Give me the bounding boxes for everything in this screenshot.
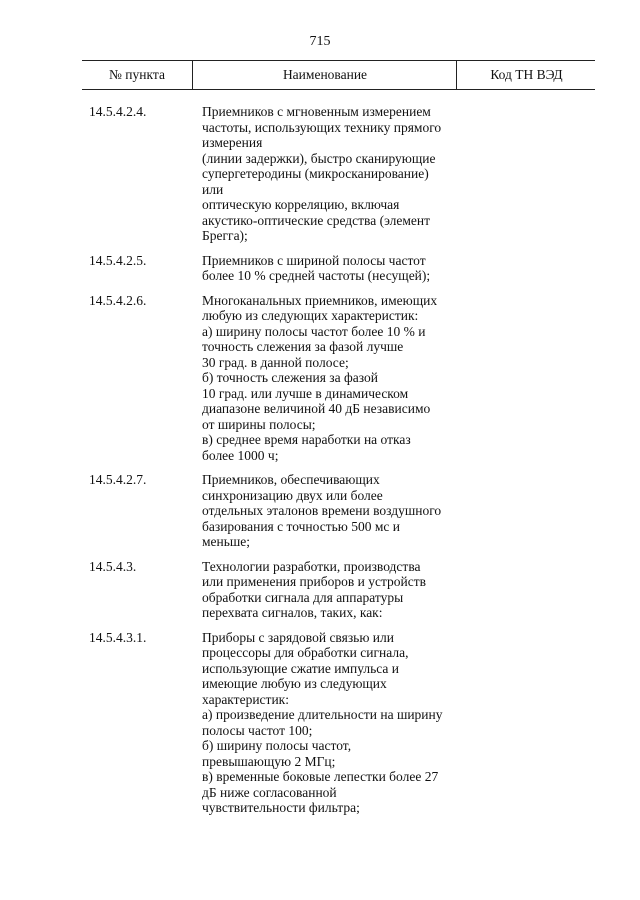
item-number: 14.5.4.3. xyxy=(89,558,137,574)
description-line: перехвата сигналов, таких, как: xyxy=(202,605,383,620)
description-line: (линии задержки), быстро сканирующие xyxy=(202,150,436,166)
description-line: точность слежения за фазой лучше xyxy=(202,339,404,354)
header-item-code: Код ТН ВЭД xyxy=(456,61,596,89)
description-line: дБ ниже согласованной xyxy=(202,784,337,800)
item-description xyxy=(202,559,472,621)
description-line: акустико-оптические средства (элемент xyxy=(202,212,431,228)
description-line: обработки сигнала для аппаратуры xyxy=(202,589,404,605)
description-line: 30 град. в данной полосе; xyxy=(202,354,349,370)
header-item-name: Наименование xyxy=(192,61,457,89)
item-description xyxy=(202,104,472,244)
table-body xyxy=(0,104,640,825)
description-line: Приемников с мгновенным измерением xyxy=(202,104,431,119)
description-line: более 1000 ч; xyxy=(202,447,279,463)
description-line: использующие сжатие импульса и xyxy=(202,660,400,676)
description-line: от ширины полосы; xyxy=(202,416,316,432)
description-line: отдельных эталонов времени воздушного xyxy=(202,503,442,518)
table-row xyxy=(0,104,640,244)
table-row xyxy=(0,630,640,816)
description-line: полосы частот 100; xyxy=(202,722,313,738)
description-line: диапазоне величиной 40 дБ независимо xyxy=(202,401,431,416)
item-number: 14.5.4.2.6. xyxy=(89,292,147,308)
description-line: чувствительности фильтра; xyxy=(202,800,360,815)
description-line: процессоры для обработки сигнала, xyxy=(202,645,409,660)
description-line: измерения xyxy=(202,135,263,150)
description-line: или применения приборов и устройств xyxy=(202,574,427,589)
description-line: или xyxy=(202,181,224,197)
description-line: любую из следующих характеристик: xyxy=(202,308,419,323)
description-line: более 10 % средней частоты (несущей); xyxy=(202,268,431,283)
item-number: 14.5.4.2.5. xyxy=(89,252,147,268)
description-line: в) временные боковые лепестки более 27 xyxy=(202,769,439,784)
item-number: 14.5.4.2.4. xyxy=(89,104,147,119)
description-line: превышающую 2 МГц; xyxy=(202,753,336,769)
table-row xyxy=(0,293,640,464)
description-line: Многоканальных приемников, имеющих xyxy=(202,292,438,308)
description-line: Брегга); xyxy=(202,228,248,243)
description-line: в) среднее время наработки на отказ xyxy=(202,432,411,447)
description-line: синхронизацию двух или более xyxy=(202,487,383,503)
description-line: Технологии разработки, производства xyxy=(202,558,421,574)
description-line: а) ширину полосы частот более 10 % и xyxy=(202,323,426,339)
item-number: 14.5.4.3.1. xyxy=(89,629,147,645)
item-description xyxy=(202,630,472,816)
item-description xyxy=(202,253,472,284)
description-line: характеристик: xyxy=(202,691,289,707)
table-row xyxy=(0,559,640,621)
description-line: базирования с точностью 500 мс и xyxy=(202,518,400,534)
table-row xyxy=(0,253,640,284)
item-number: 14.5.4.2.7. xyxy=(89,472,147,487)
description-line: Приборы с зарядовой связью или xyxy=(202,629,394,645)
description-line: а) произведение длительности на ширину xyxy=(202,707,443,722)
description-line: б) точность слежения за фазой xyxy=(202,370,378,385)
description-line: супергетеродины (микросканирование) xyxy=(202,166,429,181)
item-description xyxy=(202,472,472,550)
item-description xyxy=(202,293,472,464)
description-line: 10 град. или лучше в динамическом xyxy=(202,385,409,401)
table-row xyxy=(0,472,640,550)
table-header xyxy=(82,60,595,90)
description-line: частоты, использующих технику прямого xyxy=(202,119,442,135)
description-line: оптическую корреляцию, включая xyxy=(202,197,400,212)
description-line: б) ширину полосы частот, xyxy=(202,738,352,753)
description-line: имеющие любую из следующих xyxy=(202,676,387,691)
header-item-number: № пункта xyxy=(109,67,165,82)
description-line: меньше; xyxy=(202,534,251,549)
description-line: Приемников, обеспечивающих xyxy=(202,472,380,487)
page-number: 715 xyxy=(309,34,331,49)
description-line: Приемников с шириной полосы частот xyxy=(202,252,426,268)
